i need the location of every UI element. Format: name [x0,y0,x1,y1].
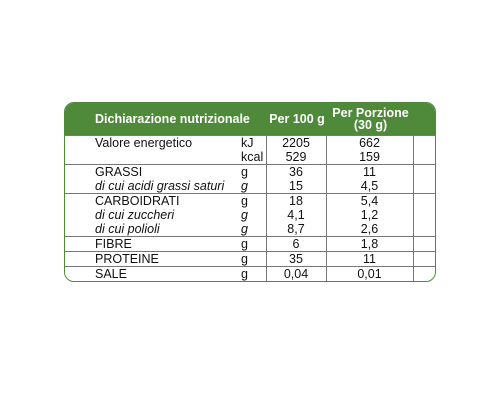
table-row [65,252,435,267]
table-row [65,237,435,252]
row-extra [413,165,435,180]
row-extra [413,222,435,237]
row-per-100g: 2205 [266,136,326,151]
row-per-portion: 1,8 [326,237,413,252]
row-extra [413,267,435,282]
row-per-portion: 662 [326,136,413,151]
row-per-100g: 35 [266,252,326,267]
row-label: di cui zuccheri [95,208,175,222]
row-extra [413,194,435,209]
row-unit: g [237,222,266,237]
row-label [65,150,237,165]
row-per-100g: 18 [266,194,326,209]
row-label: di cui acidi grassi saturi [65,179,237,194]
table-row [65,179,435,194]
row-per-portion: 11 [326,165,413,180]
row-label: SALE [65,267,237,282]
row-unit: g [237,165,266,180]
row-label: di cui polioli [65,222,237,237]
row-per-100g: 36 [266,165,326,180]
row-per-portion: 1,2 [326,208,413,222]
header-per-portion-line1: Per Porzione [332,106,409,120]
nutrition-table [64,102,436,282]
row-per-100g: 529 [266,150,326,165]
row-per-portion: 11 [326,252,413,267]
row-label: Valore energetico [65,136,237,151]
row-unit: kcal [237,150,266,165]
header-per-portion [327,103,414,135]
table-row [65,165,435,180]
row-label: CARBOIDRATI [65,194,237,209]
row-per-100g: 8,7 [266,222,326,237]
row-per-portion: 0,01 [326,267,413,282]
table-row [65,194,435,209]
row-per-portion: 4,5 [326,179,413,194]
table-row [65,208,435,222]
table-row [65,150,435,165]
row-per-portion: 2,6 [326,222,413,237]
row-extra [413,252,435,267]
row-label: FIBRE [65,237,237,252]
row-per-100g: 0,04 [266,267,326,282]
row-unit: g [237,194,266,209]
row-extra [413,208,435,222]
header-per-portion-line2: (30 g) [353,118,388,132]
row-per-100g: 6 [266,237,326,252]
row-label: PROTEINE [65,252,237,267]
row-label: GRASSI [65,165,237,180]
nutrition-rows [65,135,435,281]
header-per-100g: Per 100 g [269,112,325,126]
row-unit: g [237,179,266,194]
row-unit: g [237,267,266,282]
row-extra [413,179,435,194]
row-per-100g: 4,1 [266,208,326,222]
row-unit: kJ [237,136,266,151]
row-unit: g [237,237,266,252]
header-spacer [414,103,435,135]
header-label: Dichiarazione nutrizionale [95,112,250,126]
table-row [65,222,435,237]
row-per-portion: 5,4 [326,194,413,209]
table-row [65,136,435,151]
table-row [65,267,435,282]
row-extra [413,136,435,151]
row-per-100g: 15 [266,179,326,194]
row-per-portion: 159 [326,150,413,165]
row-unit: g [237,208,266,222]
row-extra [413,237,435,252]
row-extra [413,150,435,165]
table-header [65,103,435,135]
row-unit: g [237,252,266,267]
